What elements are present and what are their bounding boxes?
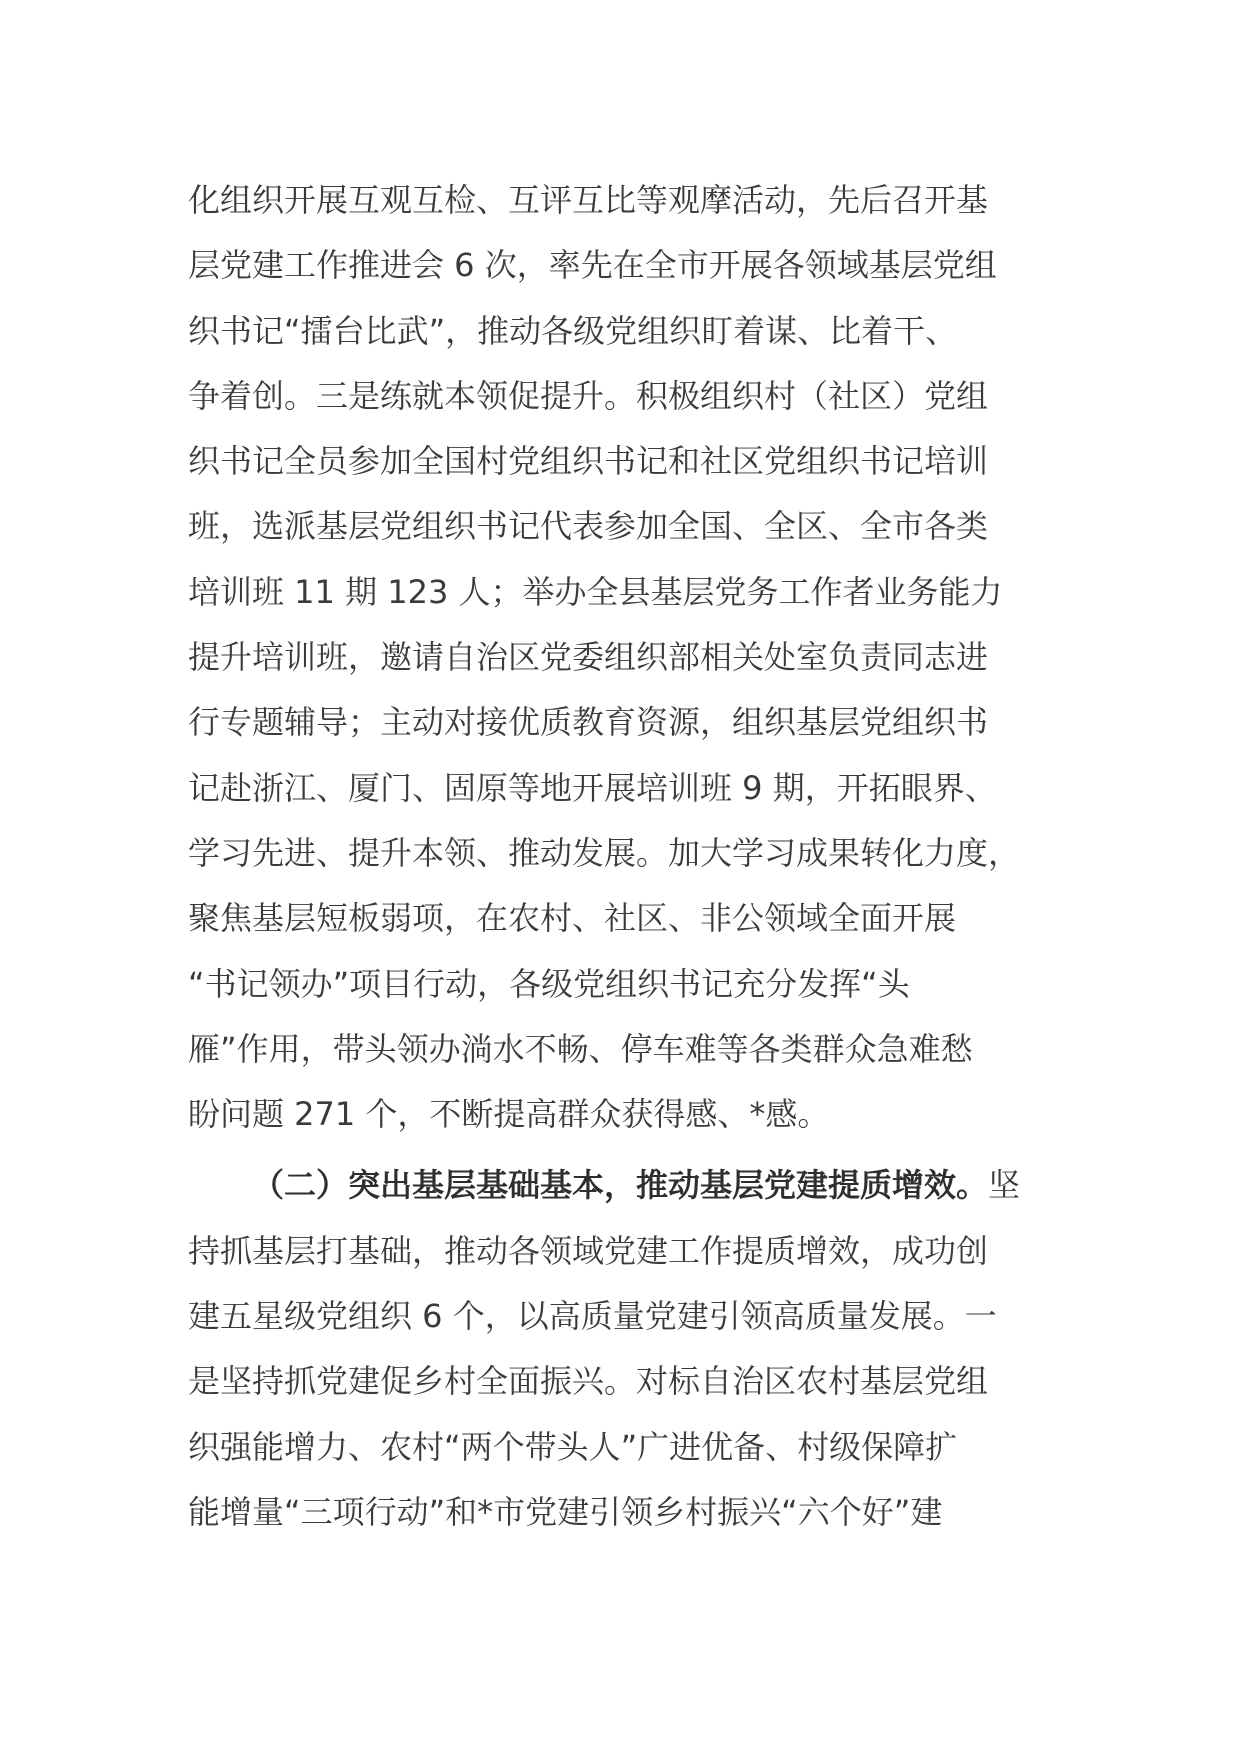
text-line: 培训班 11 期 123 人；举办全县基层党务工作者业务能力 [188,572,1003,611]
section-heading: （二）突出基层基础基本，推动基层党建提质增效。 [252,1166,989,1205]
heading-line-tail: 坚 [988,1166,1021,1205]
text-line: 雁”作用，带头领办淌水不畅、停车难等各类群众急难愁 [188,1029,973,1068]
text-line: 织强能增力、农村“两个带头人”广进优备、村级保障扩 [188,1427,958,1466]
paragraph-1 [188,168,1068,1147]
text-line-first [188,1153,1068,1218]
text-line: 是坚持抓党建促乡村全面振兴。对标自治区农村基层党组 [188,1362,989,1401]
paragraph-2 [188,1153,1068,1545]
text-line: 行专题辅导；主动对接优质教育资源，组织基层党组织书 [188,703,989,742]
text-line: 能增量“三项行动”和*市党建引领乡村振兴“六个好”建 [188,1492,943,1531]
text-line: 盼问题 271 个，不断提高群众获得感、*感。 [188,1095,830,1134]
text-line: 班，选派基层党组织书记代表参加全国、全区、全市各类 [188,507,989,546]
text-line: 争着创。三是练就本领促提升。积极组织村（社区）党组 [188,376,989,415]
text-line: 织书记“擂台比武”，推动各级党组织盯着谋、比着干、 [188,311,958,350]
text-line: 建五星级党组织 6 个，以高质量党建引领高质量发展。一 [188,1297,997,1336]
text-line: 记赴浙江、厦门、固原等地开展培训班 9 期，开拓眼界、 [188,768,997,807]
text-line: 持抓基层打基础，推动各领域党建工作提质增效，成功创 [188,1231,989,1270]
body-text [188,168,1068,1545]
text-line: 提升培训班，邀请自治区党委组织部相关处室负责同志进 [188,638,989,677]
text-line: 聚焦基层短板弱项，在农村、社区、非公领域全面开展 [188,899,957,938]
text-line: 化组织开展互观互检、互评互比等观摩活动，先后召开基 [188,181,989,219]
text-line: 层党建工作推进会 6 次，率先在全市开展各领域基层党组 [188,246,997,285]
text-line: “书记领办”项目行动，各级党组织书记充分发挥“头 [188,964,910,1003]
text-line: 织书记全员参加全国村党组织书记和社区党组织书记培训 [188,442,989,481]
text-line: 学习先进、提升本领、推动发展。加大学习成果转化力度， [188,833,1021,872]
